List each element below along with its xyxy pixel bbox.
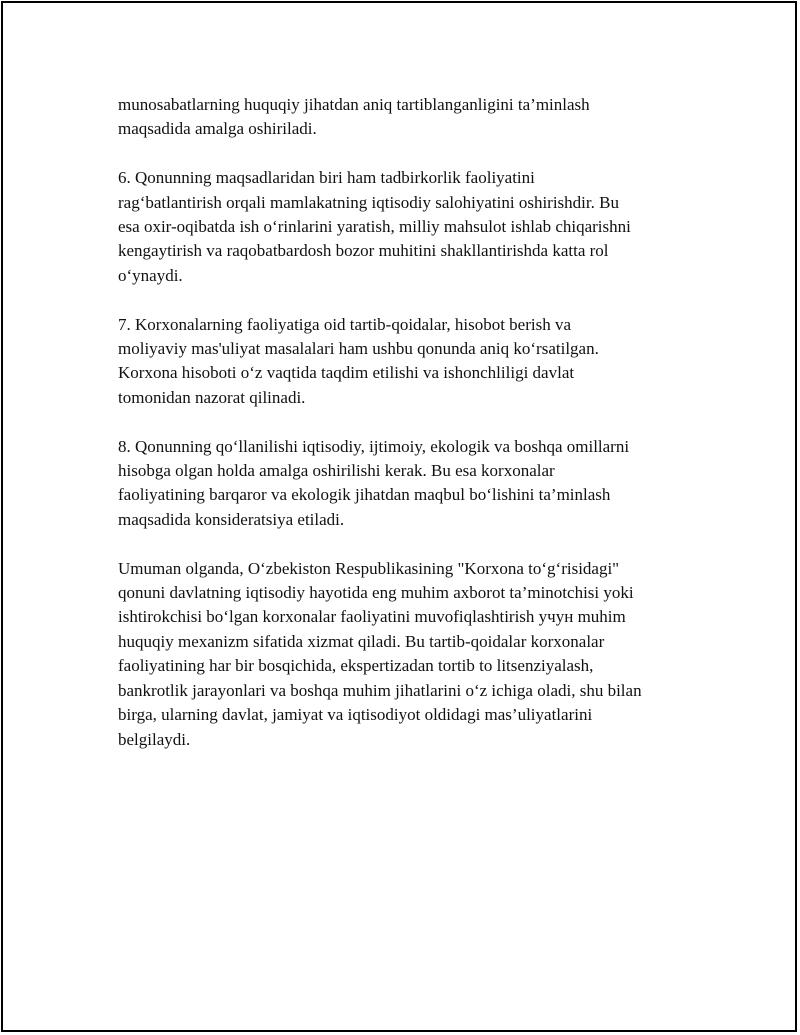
paragraph-continuation — [118, 93, 698, 142]
text-line: 8. Qonunning qo‘llanilishi iqtisodiy, ijtimoiy, ekologik va boshqa omillarni — [118, 436, 630, 456]
text-line: munosabatlarning huquqiy jihatdan aniq tartiblanganligini ta’minlash — [118, 95, 590, 114]
text-line: tomonidan nazorat qilinadi. — [118, 387, 306, 407]
text-line: rag‘batlantirish orqali mamlakatning iqtisodiy salohiyatini oshirishdir. Bu — [118, 192, 619, 212]
text-line: kengaytirish va raqobatbardosh bozor muhitini shakllantirishda katta rol — [118, 241, 609, 261]
document-body — [118, 93, 698, 776]
text-line: birga, ularning davlat, jamiyat va iqtisodiyot oldidagi mas’uliyatlarini — [118, 705, 593, 725]
text-line: hisobga olgan holda amalga oshirilishi kerak. Bu esa korxonalar — [118, 461, 555, 481]
paragraph-6 — [118, 166, 698, 288]
text-line: maqsadida amalga oshiriladi. — [118, 119, 317, 139]
text-line: esa oxir-oqibatda ish o‘rinlarini yaratish, milliy mahsulot ishlab chiqarishni — [118, 217, 631, 237]
text-line: Korxona hisoboti o‘z vaqtida taqdim etilishi va ishonchliligi davlat — [118, 363, 575, 383]
text-line: moliyaviy mas'uliyat masalalari ham ushbu qonunda aniq ko‘rsatilgan. — [118, 339, 599, 359]
text-line: ishtirokchisi bo‘lgan korxonalar faoliyatini muvofiqlashtirish учун muhim — [118, 607, 626, 627]
paragraph-7 — [118, 313, 698, 411]
text-line: bankrotlik jarayonlari va boshqa muhim jihatlarini o‘z ichiga oladi, shu bilan — [118, 680, 642, 700]
text-line: 6. Qonunning maqsadlaridan biri ham tadbirkorlik faoliyatini — [118, 168, 535, 188]
text-line: Umuman olganda, O‘zbekiston Respublikasining "Korxona to‘g‘risidagi" — [118, 558, 620, 578]
text-line: huquqiy mexanizm sifatida xizmat qiladi. Bu tartib-qoidalar korxonalar — [118, 631, 605, 651]
text-line: 7. Korxonalarning faoliyatiga oid tartib-qoidalar, hisobot berish va — [118, 314, 572, 334]
text-line: maqsadida konsideratsiya etiladi. — [118, 509, 345, 529]
text-line: belgilaydi. — [118, 729, 191, 749]
paragraph-conclusion — [118, 557, 698, 752]
text-line: qonuni davlatning iqtisodiy hayotida eng muhim axborot ta’minotchisi yoki — [118, 583, 634, 603]
text-line: faoliyatining barqaror va ekologik jihatdan maqbul bo‘lishini ta’minlash — [118, 485, 611, 505]
text-line: o‘ynaydi. — [118, 265, 183, 285]
text-line: faoliyatining har bir bosqichida, ekspertizadan tortib to litsenziyalash, — [118, 656, 594, 676]
paragraph-8 — [118, 435, 698, 533]
